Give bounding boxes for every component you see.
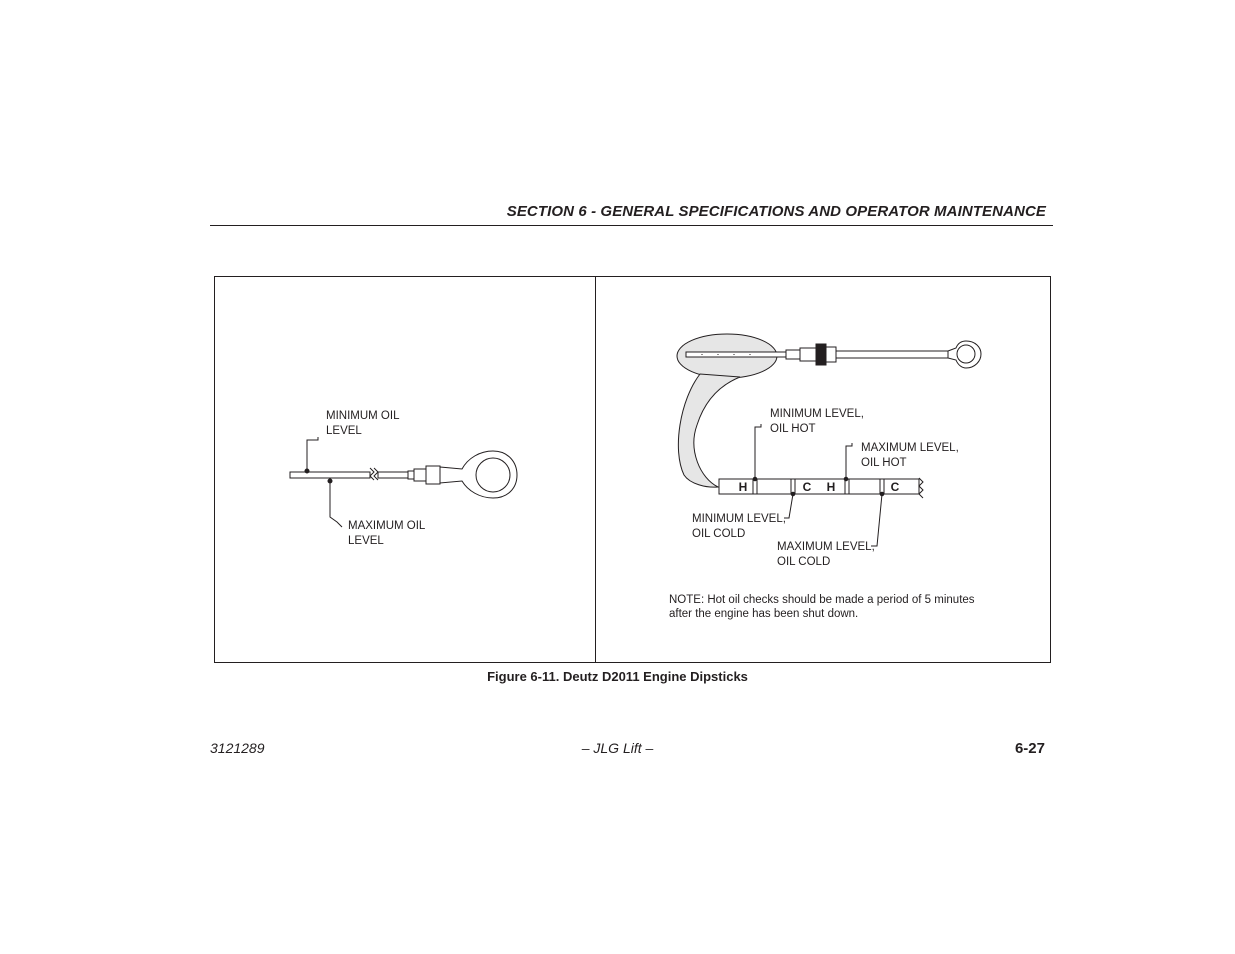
hot-oil-note: [669, 593, 999, 621]
left-dipstick-drawing: [290, 437, 517, 527]
mark-h-2: H: [826, 480, 836, 494]
min-level-oil-hot-label: [770, 407, 864, 437]
note-line: NOTE: Hot oil checks should be made a period of 5 minutes: [669, 594, 975, 606]
label-line: OIL HOT: [770, 423, 816, 435]
label-line: MAXIMUM LEVEL,: [777, 541, 875, 553]
label-line: OIL HOT: [861, 457, 907, 469]
min-oil-level-label: [326, 409, 399, 439]
label-line: MAXIMUM OIL: [348, 520, 426, 532]
note-line: after the engine has been shut down.: [669, 608, 859, 620]
label-line: MINIMUM LEVEL,: [692, 513, 786, 525]
label-line: OIL COLD: [692, 528, 746, 540]
mark-h-1: H: [738, 480, 748, 494]
section-title: SECTION 6 - GENERAL SPECIFICATIONS AND OPERATOR MAINTENANCE: [506, 203, 1046, 220]
label-line: MINIMUM OIL: [326, 410, 400, 422]
doc-number: 3121289: [210, 740, 265, 756]
figure-caption: Figure 6-11. Deutz D2011 Engine Dipsticks: [487, 669, 748, 684]
label-line: LEVEL: [348, 535, 384, 547]
min-level-oil-cold-label: [692, 512, 786, 542]
mark-c-1: C: [802, 480, 812, 494]
mark-c-2: C: [890, 480, 900, 494]
label-line: MINIMUM LEVEL,: [770, 408, 864, 420]
page-number: 6-27: [1014, 740, 1045, 757]
footer-brand: – JLG Lift –: [581, 740, 654, 756]
max-oil-level-label: [348, 519, 425, 549]
max-level-oil-hot-label: [861, 441, 959, 471]
label-line: LEVEL: [326, 425, 362, 437]
label-line: MAXIMUM LEVEL,: [861, 442, 959, 454]
max-level-oil-cold-label: [777, 540, 875, 570]
label-line: OIL COLD: [777, 556, 831, 568]
